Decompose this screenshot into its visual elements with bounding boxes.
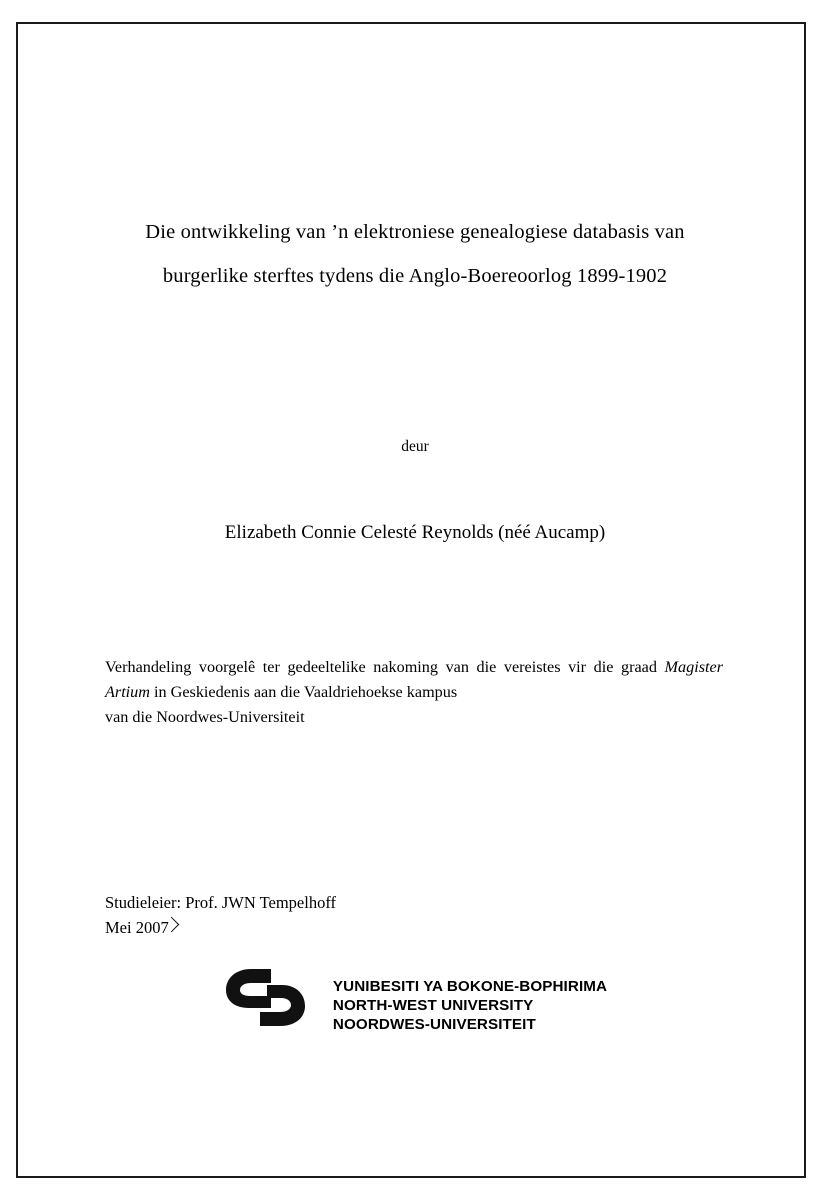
- statement-part-1: Verhandeling voorgelê ter gedeeltelike nakoming van die vereistes vir die graad: [105, 658, 665, 676]
- supervisor-and-date: [105, 890, 725, 940]
- logo-text-line-2: NORTH-WEST UNIVERSITY: [332, 996, 534, 1014]
- date-line: Mei 2007: [105, 918, 169, 937]
- title-line-2: burgerlike sterftes tydens die Anglo-Boereoorlog 1899-1902: [162, 265, 668, 287]
- logo-text-line-1: YUNIBESITI YA BOKONE-BOPHIRIMA: [332, 977, 608, 995]
- author-name: Elizabeth Connie Celesté Reynolds (néé Aucamp): [224, 522, 606, 543]
- statement-part-2: in Geskiedenis aan die Vaaldriehoekse kampus: [149, 683, 458, 701]
- title-line-1: Die ontwikkeling van ’n elektroniese genealogiese databasis van: [145, 221, 685, 243]
- title-page-content: [105, 60, 725, 1150]
- supervisor-line: Studieleier: Prof. JWN Tempelhoff: [105, 893, 337, 912]
- nwu-logo-mark-icon: [223, 965, 323, 1043]
- statement-part-3: van die Noordwes-Universiteit: [105, 708, 305, 726]
- logo-text-line-3: NOORDWES-UNIVERSITEIT: [332, 1015, 536, 1033]
- by-label: deur: [401, 438, 429, 455]
- degree-name: Magister Artium: [105, 658, 723, 701]
- date-line-wrap: [105, 915, 169, 940]
- logo-text-block: [333, 975, 607, 1034]
- institution-logo: [105, 965, 725, 1043]
- degree-statement: [105, 655, 723, 730]
- page-title: [105, 210, 725, 298]
